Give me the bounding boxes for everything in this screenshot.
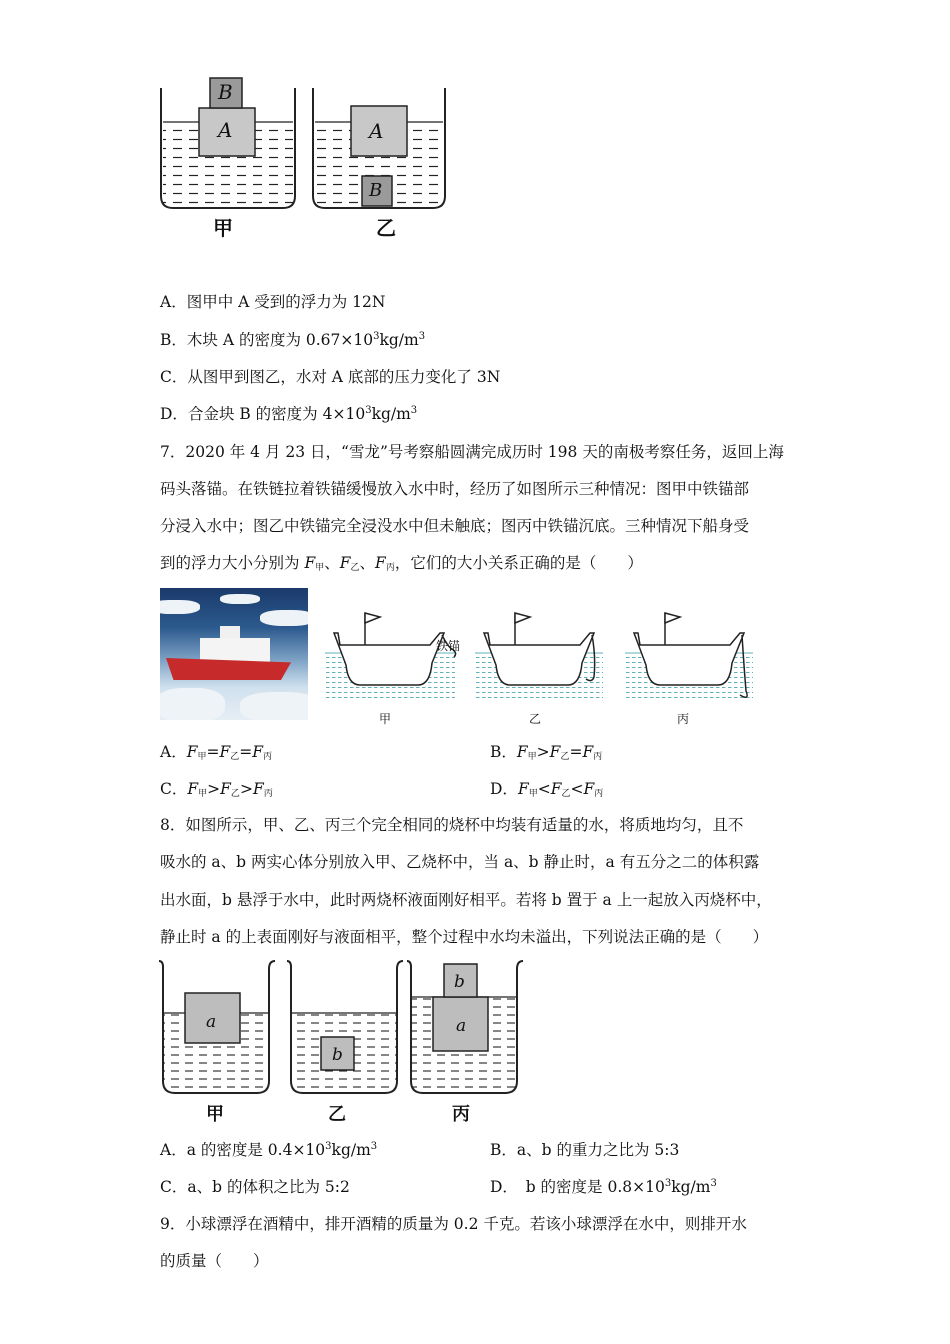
q7-line-1: 7．2020 年 4 月 23 日，“雪龙”号考察船圆满完成历时 198 天的南极考察任务，返回上海 bbox=[160, 443, 784, 461]
q7-option-b: B．$F_甲>F_乙=F_丙$ bbox=[490, 743, 603, 762]
fig8-label-yi: 乙 bbox=[328, 1104, 346, 1125]
anchor-label: 铁锚 bbox=[436, 639, 461, 653]
q9-line-2: 的质量（ ） bbox=[160, 1252, 269, 1270]
q9-line-1: 9．小球漂浮在酒精中，排开酒精的质量为 0.2 千克。若该小球漂浮在水中，则排开水 bbox=[160, 1215, 747, 1233]
fig7-label-jia: 甲 bbox=[379, 712, 392, 726]
ship-yi bbox=[484, 613, 595, 685]
q8-option-d: D． b 的密度是 $0.8\times 10^3kg/m^3$ bbox=[490, 1177, 717, 1196]
label-a-8-bing: a bbox=[456, 1016, 467, 1036]
q6-option-a: A．图甲中 A 受到的浮力为 12N bbox=[160, 293, 386, 311]
fig8-label-jia: 甲 bbox=[206, 1104, 224, 1125]
q7-option-d: D．$F_甲<F_乙<F_丙$ bbox=[490, 780, 604, 799]
q7-line-2: 码头落锚。在铁链拉着铁锚缓慢放入水中时，经历了如图所示三种情况：图甲中铁锚部 bbox=[160, 480, 750, 498]
label-a-yi: A bbox=[369, 119, 384, 143]
q8-option-a: A．a 的密度是 $0.4\times 10^3kg/m^3$ bbox=[160, 1140, 378, 1159]
icebreaker-photo bbox=[160, 588, 308, 720]
q8-option-c: C．a、b 的体积之比为 5:2 bbox=[160, 1178, 350, 1196]
q6-option-d: D．合金块 B 的密度为 $4\times 10^3kg/m^3$ bbox=[160, 404, 418, 423]
q7-line-3: 分浸入水中；图乙中铁锚完全浸没水中但未触底；图丙中铁锚沉底。三种情况下船身受 bbox=[160, 517, 750, 535]
beaker-8-jia bbox=[159, 961, 275, 1093]
fig7-label-bing: 丙 bbox=[677, 712, 690, 726]
q7-option-a: A．$F_甲=F_乙=F_丙$ bbox=[160, 743, 273, 762]
q7-option-c: C．$F_甲>F_乙>F_丙$ bbox=[160, 780, 273, 799]
q8-line-2: 吸水的 a、b 两实心体分别放入甲、乙烧杯中，当 a、b 静止时，a 有五分之二的体积露 bbox=[160, 853, 760, 871]
fig8-label-bing: 丙 bbox=[452, 1104, 470, 1125]
fig6-label-yi: 乙 bbox=[376, 216, 396, 240]
label-a-8-jia: a bbox=[206, 1012, 217, 1032]
q8-line-4: 静止时 a 的上表面刚好与液面相平，整个过程中水均未溢出，下列说法正确的是（ ） bbox=[160, 928, 769, 946]
q8-option-b: B．a、b 的重力之比为 5:3 bbox=[490, 1141, 680, 1159]
label-b-8-yi: b bbox=[332, 1045, 343, 1065]
fig7-label-yi: 乙 bbox=[529, 712, 542, 726]
label-b-jia: B bbox=[218, 80, 233, 104]
q7-line-4: 到的浮力大小分别为 $F_甲$、$F_乙$、$F_丙$，它们的大小关系正确的是（ ） bbox=[160, 554, 643, 573]
label-b-8-bing: b bbox=[454, 972, 465, 992]
q8-line-3: 出水面，b 悬浮于水中，此时两烧杯液面刚好相平。若将 b 置于 a 上一起放入丙烧杯中， bbox=[160, 891, 772, 909]
label-a-jia: A bbox=[218, 118, 233, 142]
q8-line-1: 8．如图所示，甲、乙、丙三个完全相同的烧杯中均装有适量的水，将质地均匀，且不 bbox=[160, 816, 744, 834]
q6-option-c: C．从图甲到图乙，水对 A 底部的压力变化了 3N bbox=[160, 368, 501, 386]
beaker-8-yi bbox=[287, 961, 403, 1093]
q6-option-b: B．木块 A 的密度为 $0.67\times 10^3kg/m^3$ bbox=[160, 330, 426, 349]
fig6-label-jia: 甲 bbox=[213, 216, 233, 240]
q6-figure bbox=[155, 72, 455, 242]
q7-ships-figure bbox=[320, 605, 760, 710]
label-b-yi: B bbox=[369, 180, 383, 201]
